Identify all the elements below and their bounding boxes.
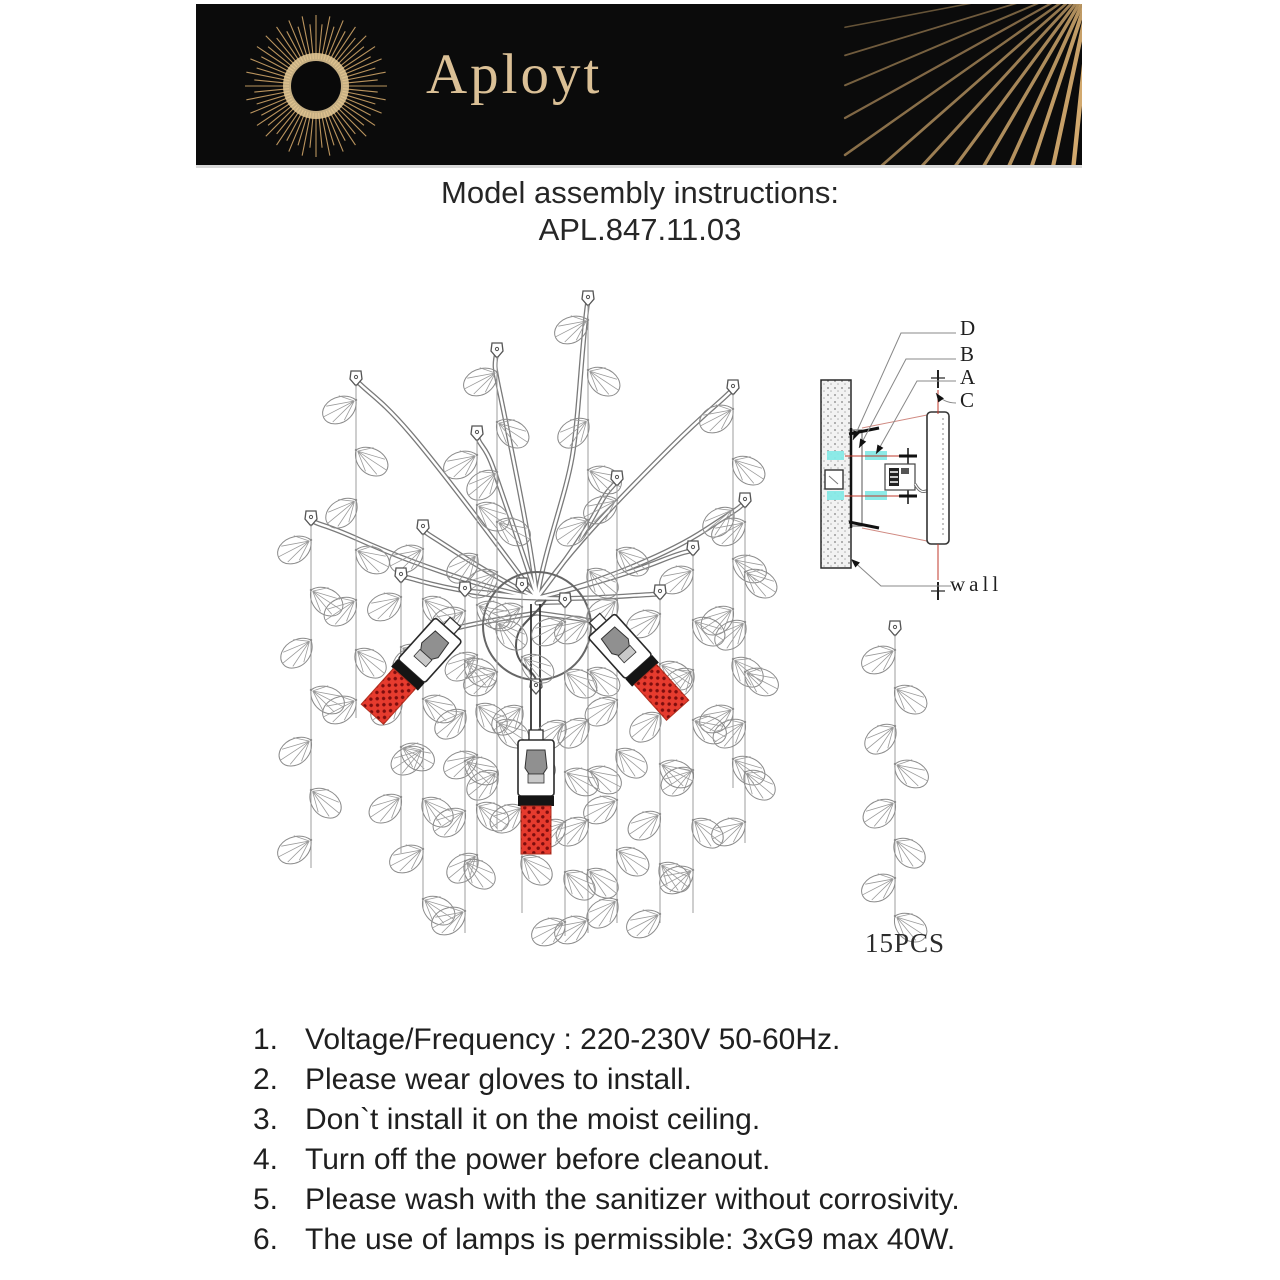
part-label-c: C bbox=[960, 388, 975, 412]
instruction-item bbox=[253, 1060, 1073, 1100]
instruction-number: 6. bbox=[253, 1223, 279, 1256]
instruction-text: Turn off the power before cleanout. bbox=[305, 1143, 771, 1176]
instruction-text: The use of lamps is permissible: 3xG9 max 40W. bbox=[305, 1223, 956, 1256]
part-label-a: A bbox=[960, 365, 976, 389]
title-block bbox=[0, 174, 1280, 248]
instruction-text: Please wash with the sanitizer without corrosivity. bbox=[305, 1183, 960, 1216]
instructions-list bbox=[253, 1020, 1073, 1260]
instruction-text: Voltage/Frequency : 220-230V 50-60Hz. bbox=[305, 1023, 841, 1056]
rays-decoration-icon bbox=[196, 4, 1082, 165]
part-label-b: B bbox=[960, 342, 975, 366]
instruction-number: 5. bbox=[253, 1183, 279, 1216]
part-label-d: D bbox=[960, 316, 976, 340]
instruction-number: 1. bbox=[253, 1023, 279, 1056]
brand-banner bbox=[196, 4, 1082, 168]
instruction-number: 4. bbox=[253, 1143, 279, 1176]
instruction-number: 3. bbox=[253, 1103, 279, 1136]
crystal-garland-drawing bbox=[845, 616, 955, 946]
wall-label: wall bbox=[950, 572, 1003, 596]
instruction-text: Please wear gloves to install. bbox=[305, 1063, 692, 1096]
page-title: Model assembly instructions: bbox=[441, 175, 839, 210]
brand-name: Aployt bbox=[426, 43, 603, 106]
instruction-item bbox=[253, 1220, 1073, 1260]
instruction-item bbox=[253, 1020, 1073, 1060]
instruction-number: 2. bbox=[253, 1063, 279, 1096]
garland-count-label: 15PCS bbox=[864, 928, 946, 958]
instruction-text: Don`t install it on the moist ceiling. bbox=[305, 1103, 761, 1136]
instruction-item bbox=[253, 1100, 1073, 1140]
chandelier-assembly-drawing bbox=[250, 268, 810, 968]
instruction-item bbox=[253, 1180, 1073, 1220]
model-code: APL.847.11.03 bbox=[538, 212, 742, 247]
wall-mount-diagram bbox=[805, 288, 1105, 618]
instruction-item bbox=[253, 1140, 1073, 1180]
